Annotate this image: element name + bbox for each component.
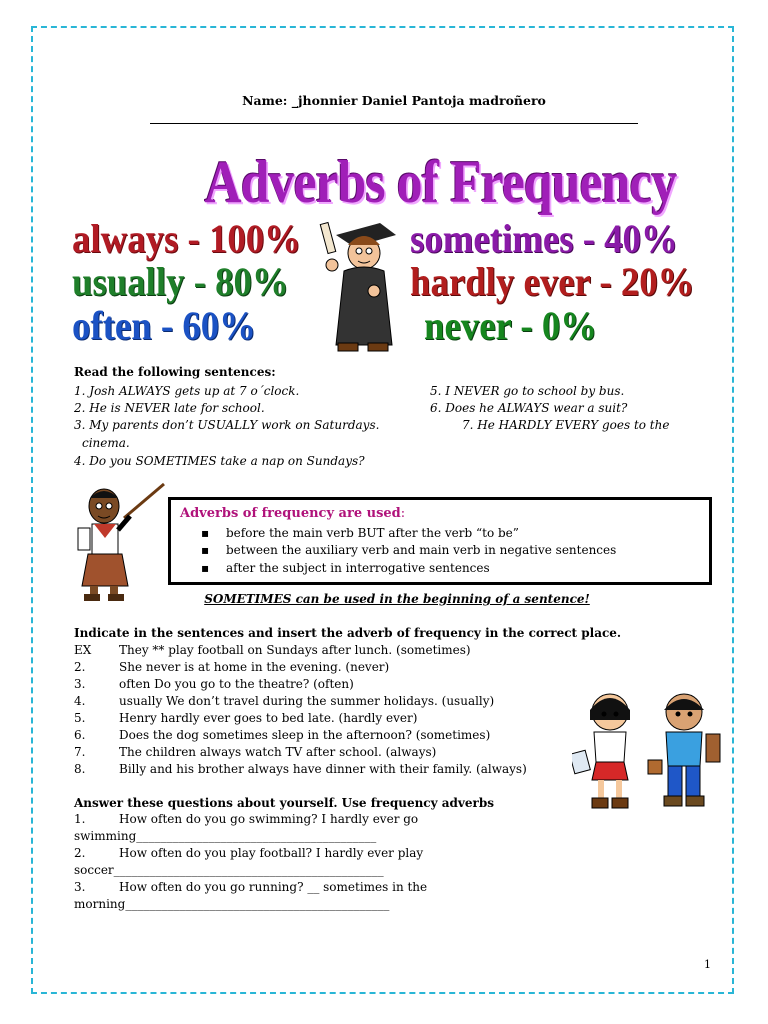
rules-title-text: Adverbs of frequency are used bbox=[180, 506, 401, 521]
teacher-clipart bbox=[74, 478, 166, 606]
exercise2-line bbox=[74, 846, 427, 863]
rule-text-3: after the subject in interrogative sentences bbox=[226, 561, 490, 575]
exercise1-line bbox=[74, 660, 527, 677]
sentence-3: 3. My parents don’t USUALLY work on Saturdays. bbox=[74, 418, 380, 432]
line-text: Henry hardly ever goes to bed late. (hardly ever) bbox=[119, 711, 418, 725]
rule-bullet-2 bbox=[202, 543, 616, 557]
exercise1-line bbox=[74, 728, 527, 745]
line-number: 4. bbox=[74, 694, 86, 708]
exercise2-list bbox=[74, 812, 427, 914]
freq-often: often - 60% bbox=[72, 303, 256, 348]
line-text: They ** play football on Sundays after lunch. (sometimes) bbox=[119, 643, 471, 657]
line-number: 8. bbox=[74, 762, 86, 776]
kids-clipart bbox=[572, 690, 722, 815]
line-number: EX bbox=[74, 643, 92, 657]
line-number: 6. bbox=[74, 728, 86, 742]
sometimes-note: SOMETIMES can be used in the beginning of a sentence! bbox=[204, 592, 590, 606]
page-number: 1 bbox=[704, 958, 711, 971]
sentence-5: 5. I NEVER go to school by bus. bbox=[430, 384, 625, 398]
line-number: 7. bbox=[74, 745, 86, 759]
exercise1-title: Indicate in the sentences and insert the adverb of frequency in the correct place. bbox=[74, 626, 622, 640]
line-number: 1. bbox=[74, 812, 86, 826]
exercise1-line bbox=[74, 643, 527, 660]
name-underline bbox=[150, 123, 638, 124]
line-text: The children always watch TV after school. (always) bbox=[119, 745, 437, 759]
line-text: How often do you go running? __ sometimes in the bbox=[119, 880, 428, 894]
banner-title: Adverbs of Frequency bbox=[204, 149, 677, 215]
sentence-4: 4. Do you SOMETIMES take a nap on Sundays? bbox=[74, 454, 365, 468]
graduate-clipart bbox=[318, 205, 406, 355]
freq-hardly-ever: hardly ever - 20% bbox=[410, 259, 695, 304]
line-number: 3. bbox=[74, 677, 86, 691]
rule-text-1: before the main verb BUT after the verb “to be” bbox=[226, 526, 519, 540]
rule-text-2: between the auxiliary verb and main verb in negative sentences bbox=[226, 543, 617, 557]
rules-title bbox=[180, 506, 405, 521]
exercise2-line bbox=[74, 863, 427, 880]
line-number: 2. bbox=[74, 660, 86, 674]
line-text: usually We don’t travel during the summer holidays. (usually) bbox=[119, 694, 495, 708]
line-number: 3. bbox=[74, 880, 86, 894]
line-number: 5. bbox=[74, 711, 86, 725]
answer-blank[interactable]: swimming________________________________________ bbox=[74, 829, 377, 843]
exercise2-title: Answer these questions about yourself. Use frequency adverbs bbox=[74, 796, 494, 810]
student-name: Name: _jhonnier Daniel Pantoja madroñero bbox=[242, 93, 546, 108]
sentence-1: 1. Josh ALWAYS gets up at 7 o´clock. bbox=[74, 384, 300, 398]
freq-always: always - 100% bbox=[72, 216, 301, 261]
line-text: How often do you go swimming? I hardly ever go bbox=[119, 812, 419, 826]
freq-usually: usually - 80% bbox=[72, 259, 289, 304]
answer-blank[interactable]: soccer_____________________________________________ bbox=[74, 863, 384, 877]
exercise1-line bbox=[74, 745, 527, 762]
exercise1-list bbox=[74, 643, 527, 779]
sentence-2: 2. He is NEVER late for school. bbox=[74, 401, 265, 415]
line-text: Does the dog sometimes sleep in the afternoon? (sometimes) bbox=[119, 728, 491, 742]
exercise2-line bbox=[74, 829, 427, 846]
freq-never: never - 0% bbox=[424, 303, 598, 348]
exercise2-line bbox=[74, 897, 427, 914]
rules-title-colon: : bbox=[400, 506, 406, 521]
exercise2-line bbox=[74, 812, 427, 829]
sentence-3-cont: cinema. bbox=[82, 436, 130, 450]
exercise2-line bbox=[74, 880, 427, 897]
sentence-6: 6. Does he ALWAYS wear a suit? bbox=[430, 401, 628, 415]
line-number: 2. bbox=[74, 846, 86, 860]
exercise1-line bbox=[74, 694, 527, 711]
sentence-7: 7. He HARDLY EVERY goes to the bbox=[462, 418, 670, 432]
exercise1-line bbox=[74, 711, 527, 728]
reading-title: Read the following sentences: bbox=[74, 365, 276, 379]
line-text: Billy and his brother always have dinner with their family. (always) bbox=[119, 762, 527, 776]
exercise1-line bbox=[74, 762, 527, 779]
line-text: How often do you play football? I hardly ever play bbox=[119, 846, 424, 860]
line-text: often Do you go to the theatre? (often) bbox=[119, 677, 354, 691]
answer-blank[interactable]: morning____________________________________________ bbox=[74, 897, 390, 911]
freq-sometimes: sometimes - 40% bbox=[410, 216, 678, 261]
line-text: She never is at home in the evening. (never) bbox=[119, 660, 390, 674]
exercise1-line bbox=[74, 677, 527, 694]
rule-bullet-1 bbox=[202, 526, 519, 540]
rule-bullet-3 bbox=[202, 561, 490, 575]
